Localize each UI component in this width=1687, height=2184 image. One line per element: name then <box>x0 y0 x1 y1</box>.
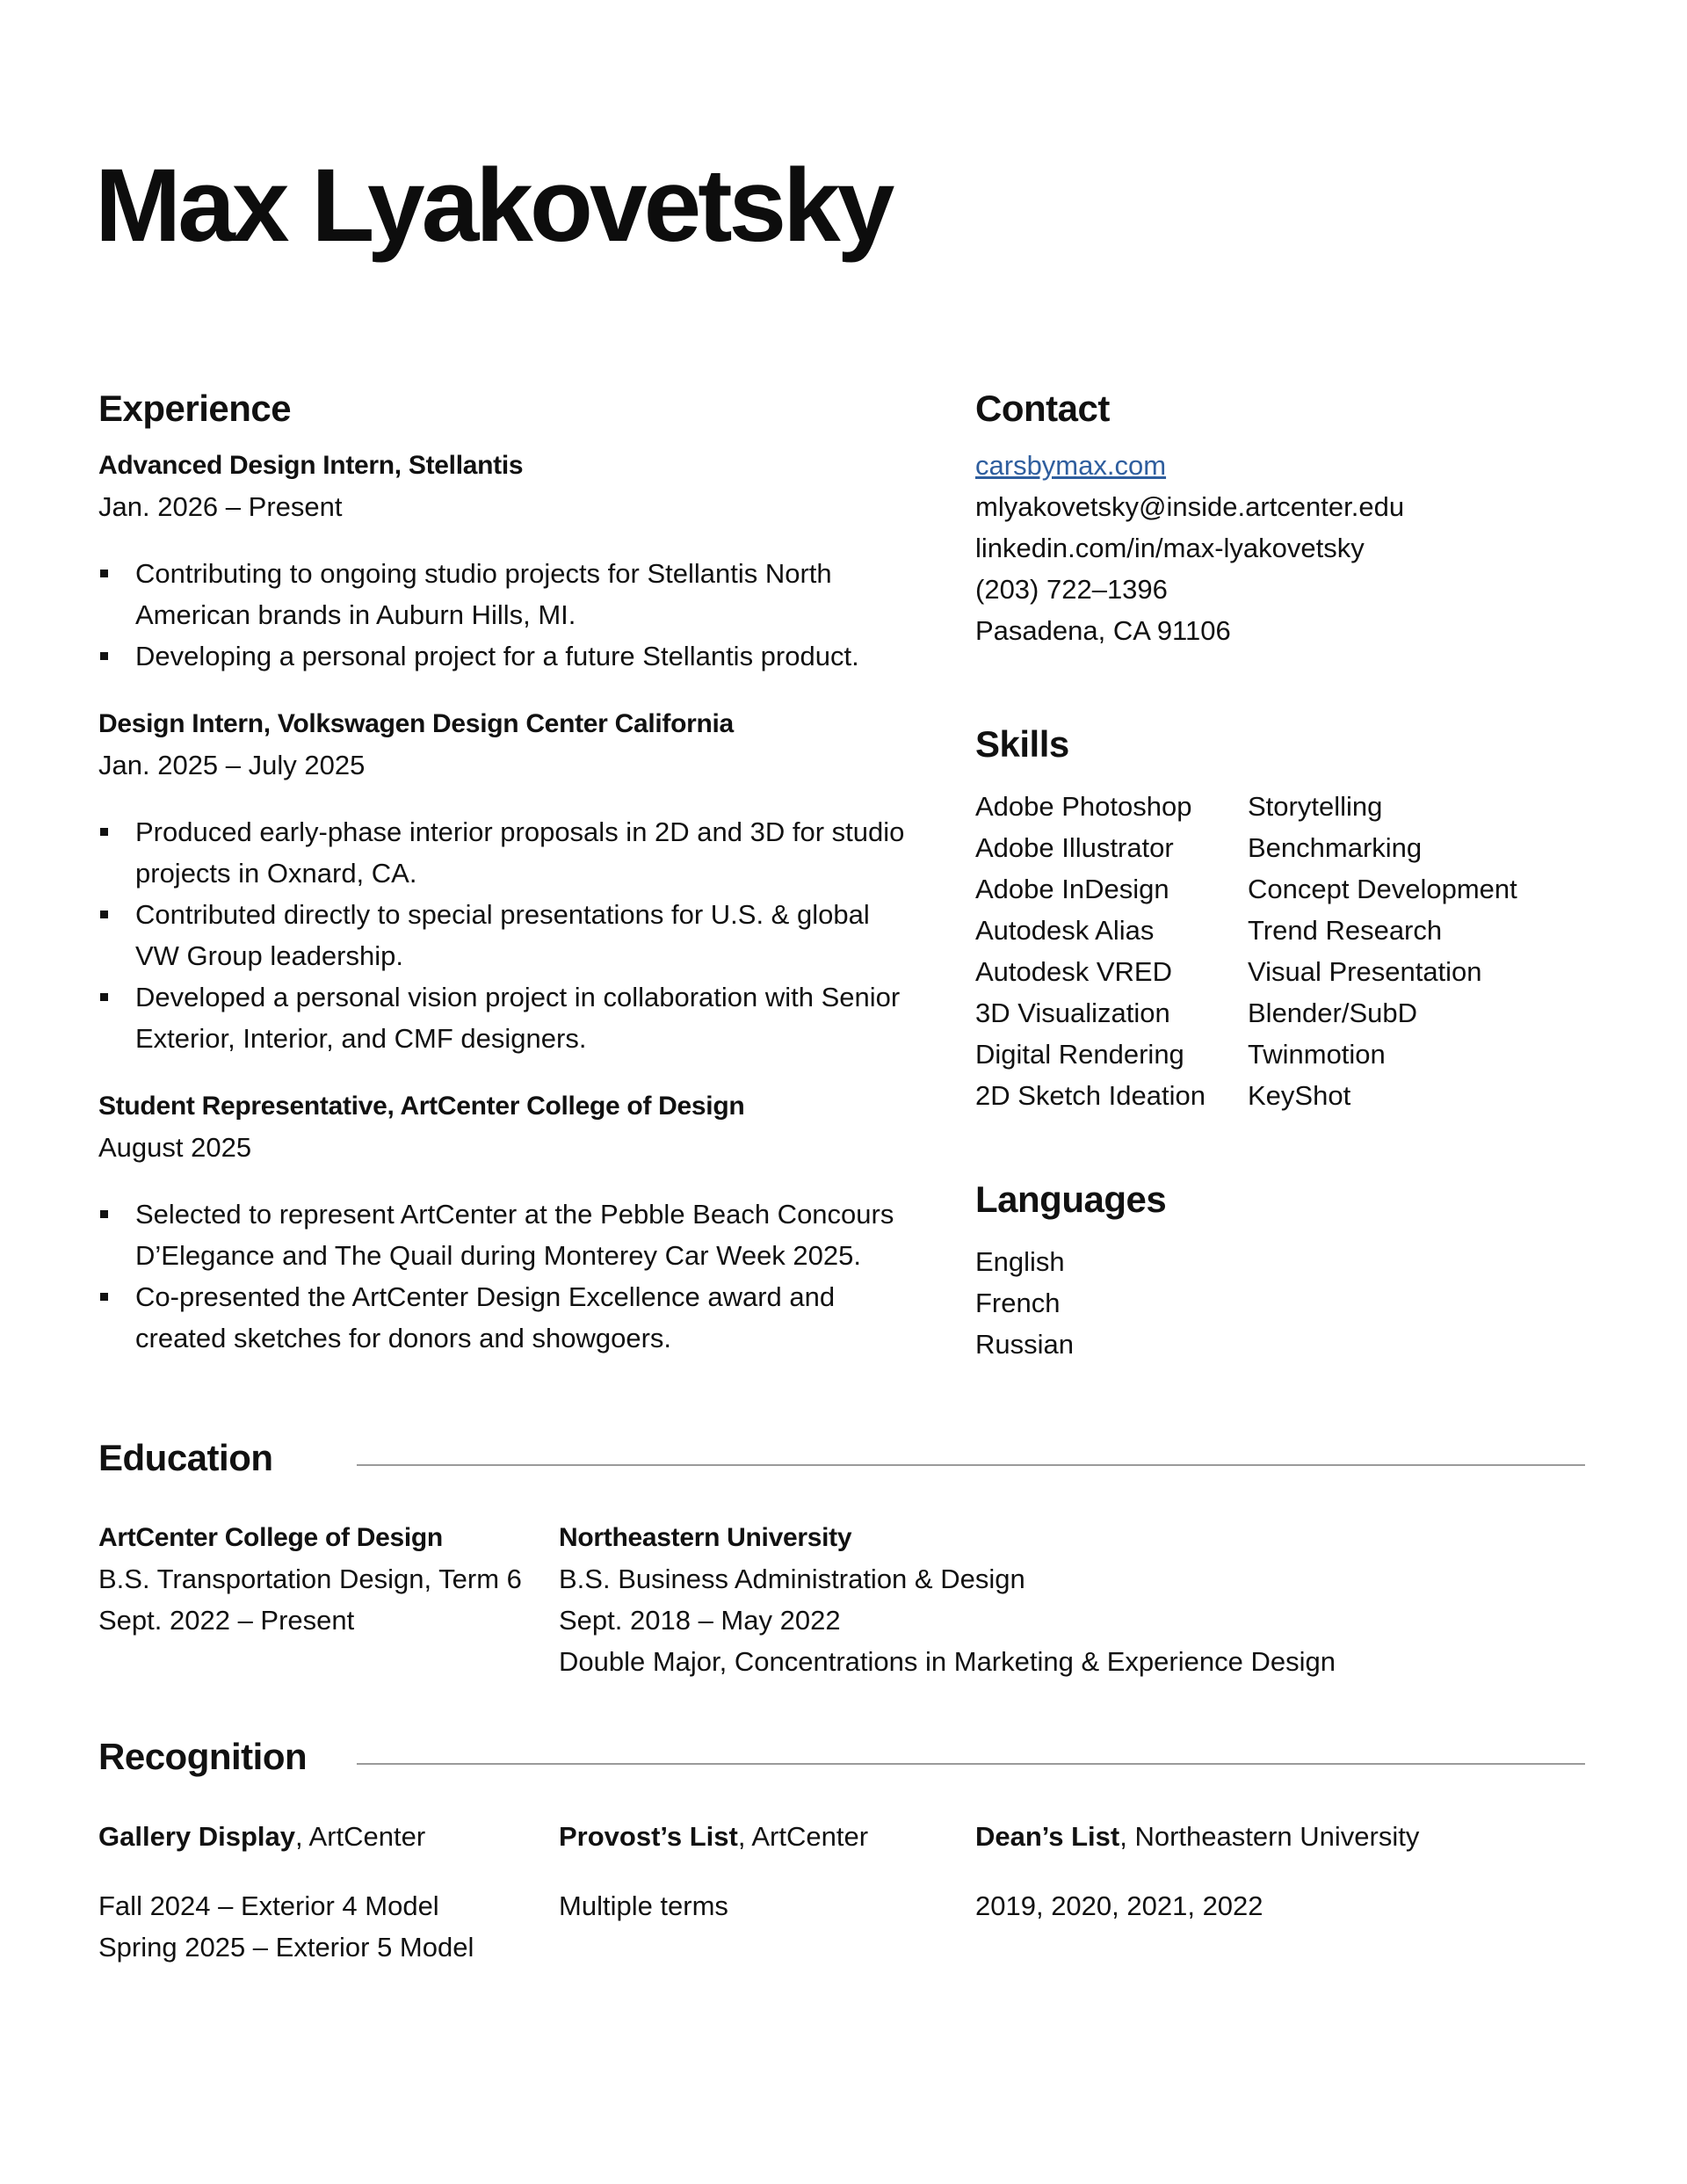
recognition-title: Gallery Display <box>98 1821 296 1852</box>
skills-grid <box>975 786 1590 1116</box>
recognition-org: , ArtCenter <box>295 1821 426 1852</box>
experience-section <box>98 387 907 1359</box>
recognition-detail: Fall 2024 – Exterior 4 Model <box>98 1890 439 1921</box>
job-3 <box>98 1085 907 1359</box>
recognition-item-3 <box>975 1816 1590 1926</box>
recognition-item-1 <box>98 1816 538 1968</box>
job-dates: Jan. 2025 – July 2025 <box>98 750 366 781</box>
skill-item: Visual Presentation <box>1248 956 1482 988</box>
recognition-detail: Multiple terms <box>559 1890 728 1921</box>
skill-item: 3D Visualization <box>975 998 1170 1029</box>
job-title: Advanced Design Intern, Stellantis <box>98 451 524 481</box>
job-bullet: Developed a personal vision project in collaboration with Senior Exterior, Interior, and CMF designers. <box>98 976 907 1059</box>
website-link[interactable]: carsbymax.com <box>975 450 1167 482</box>
language-item: Russian <box>975 1329 1074 1360</box>
recognition-divider <box>357 1763 1585 1765</box>
school-name: ArtCenter College of Design <box>98 1523 443 1552</box>
job-bullets <box>98 553 907 677</box>
recognition-detail: 2019, 2020, 2021, 2022 <box>975 1890 1263 1921</box>
skill-item: Twinmotion <box>1248 1039 1386 1070</box>
contact-section <box>975 387 1590 651</box>
recognition-title: Provost’s List <box>559 1821 738 1852</box>
skills-column-2 <box>1248 786 1529 1116</box>
school-name: Northeastern University <box>559 1523 852 1552</box>
job-bullets <box>98 811 907 1059</box>
language-item: English <box>975 1246 1065 1278</box>
recognition-heading: Recognition <box>98 1736 308 1777</box>
education-heading: Education <box>98 1437 273 1478</box>
skill-item: Adobe InDesign <box>975 874 1169 905</box>
skills-heading: Skills <box>975 723 1069 765</box>
school-dates: Sept. 2022 – Present <box>98 1605 355 1636</box>
job-dates: August 2025 <box>98 1132 252 1164</box>
job-dates: Jan. 2026 – Present <box>98 491 343 523</box>
job-bullet: Selected to represent ArtCenter at the Pebble Beach Concours D’Elegance and The Quail during Monterey Car Week 2025. <box>98 1194 907 1276</box>
job-bullet: Co-presented the ArtCenter Design Excellence award and created sketches for donors and showgoers. <box>98 1276 907 1359</box>
location-text: Pasadena, CA 91106 <box>975 615 1231 647</box>
job-bullets <box>98 1194 907 1359</box>
job-title: Design Intern, Volkswagen Design Center California <box>98 709 734 739</box>
contact-heading: Contact <box>975 388 1110 429</box>
skills-column-1 <box>975 786 1248 1116</box>
skill-item: Autodesk Alias <box>975 915 1155 947</box>
school-degree: B.S. Business Administration & Design <box>559 1564 1025 1594</box>
skill-item: Adobe Photoshop <box>975 791 1192 823</box>
job-title: Student Representative, ArtCenter College of Design <box>98 1092 745 1121</box>
skill-item: Storytelling <box>1248 791 1383 823</box>
language-item: French <box>975 1288 1061 1319</box>
education-school-2 <box>559 1517 1578 1682</box>
recognition-item-2 <box>559 1816 954 1926</box>
skill-item: Adobe Illustrator <box>975 832 1174 864</box>
languages-section <box>975 1178 1590 1365</box>
phone-text: (203) 722–1396 <box>975 574 1168 606</box>
skill-item: Autodesk VRED <box>975 956 1172 988</box>
email-text: mlyakovetsky@inside.artcenter.edu <box>975 491 1405 523</box>
skill-item: Benchmarking <box>1248 832 1423 864</box>
job-bullet: Contributing to ongoing studio projects for Stellantis North American brands in Auburn Hills, MI. <box>98 553 907 635</box>
job-1 <box>98 445 907 677</box>
school-dates: Sept. 2018 – May 2022 <box>559 1605 841 1636</box>
job-bullet: Produced early-phase interior proposals in 2D and 3D for studio projects in Oxnard, CA. <box>98 811 907 894</box>
recognition-detail: Spring 2025 – Exterior 5 Model <box>98 1932 474 1963</box>
education-school-1 <box>98 1517 538 1641</box>
education-divider <box>357 1464 1585 1466</box>
languages-heading: Languages <box>975 1179 1167 1220</box>
recognition-org: , Northeastern University <box>1119 1821 1420 1852</box>
job-2 <box>98 703 907 1059</box>
school-note: Double Major, Concentrations in Marketing & Experience Design <box>559 1646 1336 1677</box>
experience-heading: Experience <box>98 388 292 429</box>
recognition-org: , ArtCenter <box>737 1821 869 1852</box>
recognition-title: Dean’s List <box>975 1821 1120 1852</box>
skill-item: Trend Research <box>1248 915 1443 947</box>
job-bullet: Developing a personal project for a future Stellantis product. <box>98 635 907 677</box>
job-bullet: Contributed directly to special presentations for U.S. & global VW Group leadership. <box>98 894 907 976</box>
skill-item: Digital Rendering <box>975 1039 1184 1070</box>
skills-section <box>975 722 1590 1116</box>
school-degree: B.S. Transportation Design, Term 6 <box>98 1564 522 1594</box>
skill-item: Blender/SubD <box>1248 998 1418 1029</box>
resume-name: Max Lyakovetsky <box>95 148 892 264</box>
skill-item: 2D Sketch Ideation <box>975 1080 1206 1112</box>
skill-item: Concept Development <box>1248 874 1517 905</box>
skill-item: KeyShot <box>1248 1080 1351 1112</box>
linkedin-text: linkedin.com/in/max-lyakovetsky <box>975 533 1365 564</box>
